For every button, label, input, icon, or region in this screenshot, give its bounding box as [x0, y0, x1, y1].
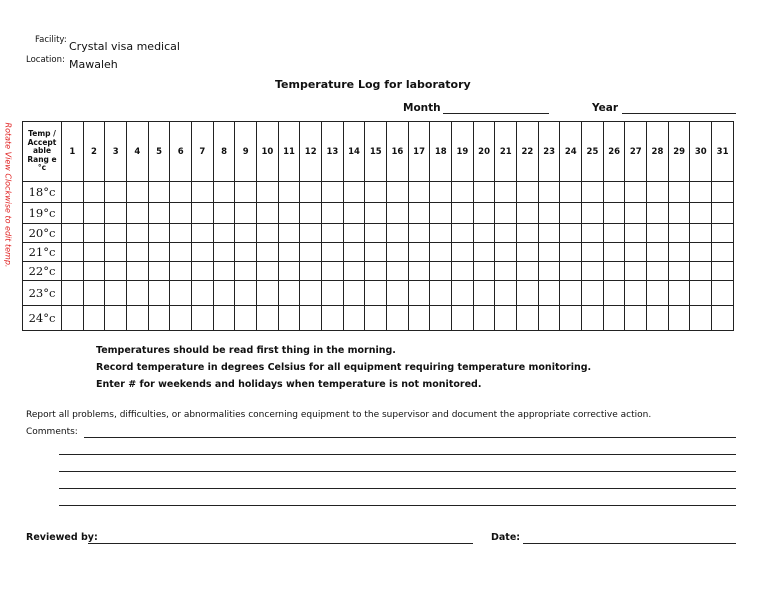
year-label: Year	[592, 102, 619, 114]
log-entry-cell[interactable]	[300, 203, 322, 224]
log-entry-cell[interactable]	[712, 306, 734, 331]
log-entry-cell[interactable]	[538, 306, 560, 331]
log-entry-cell[interactable]	[452, 306, 474, 331]
log-entry-cell[interactable]	[83, 182, 105, 203]
log-entry-cell[interactable]	[105, 281, 127, 306]
log-entry-cell[interactable]	[278, 262, 300, 281]
day-header: 14	[343, 122, 365, 182]
log-entry-cell[interactable]	[235, 281, 257, 306]
log-entry-cell[interactable]	[170, 306, 192, 331]
log-entry-cell[interactable]	[83, 243, 105, 262]
log-entry-cell[interactable]	[365, 281, 387, 306]
comments-line-5[interactable]	[59, 505, 736, 506]
location-label: Location:	[26, 55, 65, 65]
log-entry-cell[interactable]	[538, 262, 560, 281]
day-header: 13	[322, 122, 344, 182]
log-entry-cell[interactable]	[452, 203, 474, 224]
log-entry-cell[interactable]	[452, 281, 474, 306]
log-entry-cell[interactable]	[582, 182, 604, 203]
log-entry-cell[interactable]	[625, 262, 647, 281]
log-entry-cell[interactable]	[365, 243, 387, 262]
log-entry-cell[interactable]	[148, 243, 170, 262]
location-value[interactable]: Mawaleh	[69, 58, 118, 71]
day-header: 8	[213, 122, 235, 182]
day-header: 18	[430, 122, 452, 182]
log-entry-cell[interactable]	[105, 306, 127, 331]
log-entry-cell[interactable]	[452, 182, 474, 203]
log-entry-cell[interactable]	[517, 262, 539, 281]
log-entry-cell[interactable]	[257, 203, 279, 224]
log-entry-cell[interactable]	[430, 281, 452, 306]
log-entry-cell[interactable]	[603, 224, 625, 243]
day-header: 7	[192, 122, 214, 182]
log-entry-cell[interactable]	[690, 262, 712, 281]
log-entry-cell[interactable]	[213, 243, 235, 262]
log-entry-cell[interactable]	[712, 203, 734, 224]
log-entry-cell[interactable]	[473, 243, 495, 262]
log-entry-cell[interactable]	[712, 281, 734, 306]
log-entry-cell[interactable]	[430, 203, 452, 224]
note-2: Record temperature in degrees Celsius for all equipment requiring temperature monitoring.	[96, 362, 592, 373]
log-entry-cell[interactable]	[62, 262, 84, 281]
log-entry-cell[interactable]	[538, 243, 560, 262]
log-entry-cell[interactable]	[343, 281, 365, 306]
table-row	[23, 182, 734, 203]
log-entry-cell[interactable]	[387, 182, 409, 203]
log-entry-cell[interactable]	[127, 281, 149, 306]
log-entry-cell[interactable]	[603, 182, 625, 203]
log-entry-cell[interactable]	[127, 262, 149, 281]
log-entry-cell[interactable]	[343, 243, 365, 262]
log-entry-cell[interactable]	[213, 262, 235, 281]
log-entry-cell[interactable]	[62, 306, 84, 331]
day-header: 28	[647, 122, 669, 182]
log-entry-cell[interactable]	[408, 224, 430, 243]
day-header: 16	[387, 122, 409, 182]
day-header: 19	[452, 122, 474, 182]
log-entry-cell[interactable]	[387, 262, 409, 281]
day-header: 25	[582, 122, 604, 182]
log-entry-cell[interactable]	[690, 243, 712, 262]
log-entry-cell[interactable]	[365, 262, 387, 281]
log-entry-cell[interactable]	[105, 203, 127, 224]
log-entry-cell[interactable]	[127, 182, 149, 203]
log-entry-cell[interactable]	[495, 281, 517, 306]
log-entry-cell[interactable]	[235, 306, 257, 331]
day-header: 3	[105, 122, 127, 182]
log-entry-cell[interactable]	[322, 306, 344, 331]
log-entry-cell[interactable]	[582, 281, 604, 306]
note-1: Temperatures should be read first thing in the morning.	[96, 345, 396, 356]
log-entry-cell[interactable]	[625, 306, 647, 331]
log-entry-cell[interactable]	[387, 224, 409, 243]
log-entry-cell[interactable]	[517, 306, 539, 331]
log-entry-cell[interactable]	[83, 281, 105, 306]
log-entry-cell[interactable]	[83, 203, 105, 224]
reviewed-by-label: Reviewed by:	[26, 532, 98, 543]
log-entry-cell[interactable]	[62, 281, 84, 306]
temp-range-cell: 18°c	[23, 182, 62, 203]
temp-range-cell: 22°c	[23, 262, 62, 281]
day-header: 10	[257, 122, 279, 182]
reviewed-by-field[interactable]	[88, 543, 473, 544]
log-entry-cell[interactable]	[170, 224, 192, 243]
log-entry-cell[interactable]	[235, 182, 257, 203]
log-entry-cell[interactable]	[343, 224, 365, 243]
day-header: 20	[473, 122, 495, 182]
log-entry-cell[interactable]	[235, 262, 257, 281]
table-row	[23, 281, 734, 306]
log-entry-cell[interactable]	[192, 182, 214, 203]
log-entry-cell[interactable]	[278, 182, 300, 203]
day-header: 11	[278, 122, 300, 182]
page-title: Temperature Log for laboratory	[275, 78, 471, 91]
log-entry-cell[interactable]	[473, 281, 495, 306]
log-entry-cell[interactable]	[517, 203, 539, 224]
log-entry-cell[interactable]	[647, 224, 669, 243]
log-entry-cell[interactable]	[148, 224, 170, 243]
log-entry-cell[interactable]	[712, 224, 734, 243]
log-entry-cell[interactable]	[127, 203, 149, 224]
log-entry-cell[interactable]	[495, 262, 517, 281]
log-entry-cell[interactable]	[473, 262, 495, 281]
log-entry-cell[interactable]	[668, 182, 690, 203]
log-entry-cell[interactable]	[105, 262, 127, 281]
log-entry-cell[interactable]	[647, 182, 669, 203]
log-entry-cell[interactable]	[712, 182, 734, 203]
comments-line-1[interactable]	[84, 437, 736, 438]
log-entry-cell[interactable]	[560, 281, 582, 306]
day-header: 17	[408, 122, 430, 182]
log-entry-cell[interactable]	[192, 306, 214, 331]
log-entry-cell[interactable]	[278, 224, 300, 243]
log-entry-cell[interactable]	[582, 224, 604, 243]
year-field[interactable]	[622, 113, 736, 114]
log-entry-cell[interactable]	[213, 306, 235, 331]
log-entry-cell[interactable]	[560, 203, 582, 224]
log-entry-cell[interactable]	[300, 306, 322, 331]
log-entry-cell[interactable]	[495, 243, 517, 262]
log-entry-cell[interactable]	[257, 224, 279, 243]
log-entry-cell[interactable]	[322, 243, 344, 262]
log-entry-cell[interactable]	[668, 306, 690, 331]
log-entry-cell[interactable]	[213, 203, 235, 224]
log-entry-cell[interactable]	[387, 281, 409, 306]
log-entry-cell[interactable]	[213, 224, 235, 243]
log-entry-cell[interactable]	[690, 182, 712, 203]
log-entry-cell[interactable]	[582, 306, 604, 331]
log-entry-cell[interactable]	[148, 306, 170, 331]
log-entry-cell[interactable]	[387, 243, 409, 262]
log-entry-cell[interactable]	[300, 262, 322, 281]
day-header: 29	[668, 122, 690, 182]
log-entry-cell[interactable]	[300, 224, 322, 243]
log-entry-cell[interactable]	[625, 224, 647, 243]
log-entry-cell[interactable]	[387, 306, 409, 331]
log-entry-cell[interactable]	[690, 306, 712, 331]
log-entry-cell[interactable]	[625, 243, 647, 262]
day-header: 23	[538, 122, 560, 182]
table-header-row	[23, 122, 734, 182]
day-header: 6	[170, 122, 192, 182]
log-entry-cell[interactable]	[365, 224, 387, 243]
date-label: Date:	[491, 532, 521, 543]
day-header: 9	[235, 122, 257, 182]
log-entry-cell[interactable]	[625, 203, 647, 224]
log-entry-cell[interactable]	[582, 243, 604, 262]
log-entry-cell[interactable]	[408, 243, 430, 262]
log-entry-cell[interactable]	[322, 224, 344, 243]
log-entry-cell[interactable]	[192, 203, 214, 224]
day-header: 15	[365, 122, 387, 182]
log-entry-cell[interactable]	[560, 182, 582, 203]
log-entry-cell[interactable]	[322, 281, 344, 306]
log-entry-cell[interactable]	[343, 262, 365, 281]
log-entry-cell[interactable]	[257, 281, 279, 306]
log-entry-cell[interactable]	[712, 262, 734, 281]
day-header: 31	[712, 122, 734, 182]
log-entry-cell[interactable]	[560, 224, 582, 243]
comments-line-3[interactable]	[59, 471, 736, 472]
log-entry-cell[interactable]	[668, 281, 690, 306]
log-entry-cell[interactable]	[517, 243, 539, 262]
log-entry-cell[interactable]	[495, 306, 517, 331]
log-entry-cell[interactable]	[408, 281, 430, 306]
log-entry-cell[interactable]	[560, 262, 582, 281]
log-entry-cell[interactable]	[278, 203, 300, 224]
log-entry-cell[interactable]	[603, 281, 625, 306]
day-header: 27	[625, 122, 647, 182]
log-entry-cell[interactable]	[235, 224, 257, 243]
date-field[interactable]	[523, 543, 736, 544]
log-entry-cell[interactable]	[365, 306, 387, 331]
log-entry-cell[interactable]	[452, 224, 474, 243]
log-entry-cell[interactable]	[560, 306, 582, 331]
log-entry-cell[interactable]	[322, 182, 344, 203]
log-entry-cell[interactable]	[105, 182, 127, 203]
log-entry-cell[interactable]	[170, 203, 192, 224]
day-header: 4	[127, 122, 149, 182]
log-entry-cell[interactable]	[235, 203, 257, 224]
log-entry-cell[interactable]	[517, 224, 539, 243]
log-entry-cell[interactable]	[538, 224, 560, 243]
log-entry-cell[interactable]	[408, 182, 430, 203]
log-entry-cell[interactable]	[148, 281, 170, 306]
log-entry-cell[interactable]	[430, 182, 452, 203]
log-entry-cell[interactable]	[278, 281, 300, 306]
log-entry-cell[interactable]	[473, 306, 495, 331]
log-entry-cell[interactable]	[257, 262, 279, 281]
log-entry-cell[interactable]	[343, 203, 365, 224]
report-instructions: Report all problems, difficulties, or abnormalities concerning equipment to the supervisor and document the appropriate corrective action.	[26, 410, 652, 420]
log-entry-cell[interactable]	[647, 203, 669, 224]
log-entry-cell[interactable]	[62, 243, 84, 262]
log-entry-cell[interactable]	[517, 281, 539, 306]
comments-line-4[interactable]	[59, 488, 736, 489]
log-entry-cell[interactable]	[257, 182, 279, 203]
log-entry-cell[interactable]	[538, 203, 560, 224]
day-header: 5	[148, 122, 170, 182]
log-entry-cell[interactable]	[473, 203, 495, 224]
temp-range-cell: 23°c	[23, 281, 62, 306]
log-entry-cell[interactable]	[625, 182, 647, 203]
temperature-log-table	[22, 121, 734, 331]
log-entry-cell[interactable]	[83, 262, 105, 281]
log-entry-cell[interactable]	[473, 224, 495, 243]
log-entry-cell[interactable]	[387, 203, 409, 224]
log-entry-cell[interactable]	[668, 224, 690, 243]
log-entry-cell[interactable]	[538, 281, 560, 306]
day-header: 1	[62, 122, 84, 182]
log-entry-cell[interactable]	[603, 306, 625, 331]
log-entry-cell[interactable]	[408, 262, 430, 281]
table-row	[23, 243, 734, 262]
temp-range-cell: 21°c	[23, 243, 62, 262]
log-entry-cell[interactable]	[452, 262, 474, 281]
log-entry-cell[interactable]	[495, 203, 517, 224]
comments-line-2[interactable]	[59, 454, 736, 455]
log-entry-cell[interactable]	[300, 281, 322, 306]
log-entry-cell[interactable]	[192, 281, 214, 306]
log-entry-cell[interactable]	[647, 281, 669, 306]
log-entry-cell[interactable]	[62, 182, 84, 203]
log-entry-cell[interactable]	[257, 306, 279, 331]
comments-label: Comments:	[26, 427, 78, 437]
temp-range-cell: 20°c	[23, 224, 62, 243]
log-entry-cell[interactable]	[668, 243, 690, 262]
log-entry-cell[interactable]	[452, 243, 474, 262]
log-entry-cell[interactable]	[300, 182, 322, 203]
log-entry-cell[interactable]	[213, 182, 235, 203]
log-entry-cell[interactable]	[538, 182, 560, 203]
month-label: Month	[403, 102, 441, 114]
log-entry-cell[interactable]	[257, 243, 279, 262]
day-header: 30	[690, 122, 712, 182]
table-row	[23, 306, 734, 331]
table-row	[23, 203, 734, 224]
log-entry-cell[interactable]	[322, 262, 344, 281]
day-header: 22	[517, 122, 539, 182]
temp-range-cell: 24°c	[23, 306, 62, 331]
log-entry-cell[interactable]	[192, 224, 214, 243]
log-entry-cell[interactable]	[148, 262, 170, 281]
log-entry-cell[interactable]	[343, 182, 365, 203]
facility-label: Facility:	[35, 35, 67, 45]
day-header: 12	[300, 122, 322, 182]
log-entry-cell[interactable]	[192, 243, 214, 262]
log-entry-cell[interactable]	[235, 243, 257, 262]
log-entry-cell[interactable]	[430, 306, 452, 331]
log-entry-cell[interactable]	[430, 224, 452, 243]
log-entry-cell[interactable]	[105, 224, 127, 243]
month-field[interactable]	[443, 113, 549, 114]
log-entry-cell[interactable]	[365, 203, 387, 224]
log-entry-cell[interactable]	[62, 224, 84, 243]
log-entry-cell[interactable]	[300, 243, 322, 262]
log-entry-cell[interactable]	[712, 243, 734, 262]
log-entry-cell[interactable]	[127, 243, 149, 262]
log-entry-cell[interactable]	[690, 224, 712, 243]
rotate-view-note: Rotate View Clockwise to edit temp.	[3, 122, 13, 267]
log-entry-cell[interactable]	[647, 243, 669, 262]
day-header: 2	[83, 122, 105, 182]
log-entry-cell[interactable]	[170, 243, 192, 262]
log-entry-cell[interactable]	[690, 203, 712, 224]
log-entry-cell[interactable]	[495, 224, 517, 243]
log-entry-cell[interactable]	[343, 306, 365, 331]
day-header: 26	[603, 122, 625, 182]
log-entry-cell[interactable]	[603, 243, 625, 262]
log-entry-cell[interactable]	[582, 203, 604, 224]
log-entry-cell[interactable]	[278, 243, 300, 262]
log-entry-cell[interactable]	[148, 182, 170, 203]
log-entry-cell[interactable]	[192, 262, 214, 281]
log-entry-cell[interactable]	[62, 203, 84, 224]
log-entry-cell[interactable]	[365, 182, 387, 203]
log-entry-cell[interactable]	[148, 203, 170, 224]
log-entry-cell[interactable]	[690, 281, 712, 306]
table-row	[23, 224, 734, 243]
day-header: 24	[560, 122, 582, 182]
log-entry-cell[interactable]	[170, 262, 192, 281]
log-entry-cell[interactable]	[625, 281, 647, 306]
log-entry-cell[interactable]	[668, 262, 690, 281]
log-entry-cell[interactable]	[582, 262, 604, 281]
log-entry-cell[interactable]	[170, 182, 192, 203]
log-entry-cell[interactable]	[430, 243, 452, 262]
log-entry-cell[interactable]	[517, 182, 539, 203]
log-entry-cell[interactable]	[83, 306, 105, 331]
log-entry-cell[interactable]	[322, 203, 344, 224]
log-entry-cell[interactable]	[170, 281, 192, 306]
log-entry-cell[interactable]	[603, 262, 625, 281]
facility-value[interactable]: Crystal visa medical	[69, 40, 180, 53]
table-row	[23, 262, 734, 281]
log-entry-cell[interactable]	[83, 224, 105, 243]
log-entry-cell[interactable]	[408, 203, 430, 224]
log-entry-cell[interactable]	[495, 182, 517, 203]
log-entry-cell[interactable]	[213, 281, 235, 306]
log-entry-cell[interactable]	[430, 262, 452, 281]
temp-range-cell: 19°c	[23, 203, 62, 224]
log-entry-cell[interactable]	[647, 306, 669, 331]
day-header: 21	[495, 122, 517, 182]
note-3: Enter # for weekends and holidays when temperature is not monitored.	[96, 379, 482, 390]
log-entry-cell[interactable]	[105, 243, 127, 262]
temp-range-header: Temp / Accept able Rang e °c	[23, 122, 62, 182]
log-entry-cell[interactable]	[408, 306, 430, 331]
log-entry-cell[interactable]	[473, 182, 495, 203]
log-entry-cell[interactable]	[278, 306, 300, 331]
log-entry-cell[interactable]	[127, 306, 149, 331]
log-entry-cell[interactable]	[647, 262, 669, 281]
log-entry-cell[interactable]	[560, 243, 582, 262]
log-entry-cell[interactable]	[127, 224, 149, 243]
log-entry-cell[interactable]	[668, 203, 690, 224]
log-entry-cell[interactable]	[603, 203, 625, 224]
